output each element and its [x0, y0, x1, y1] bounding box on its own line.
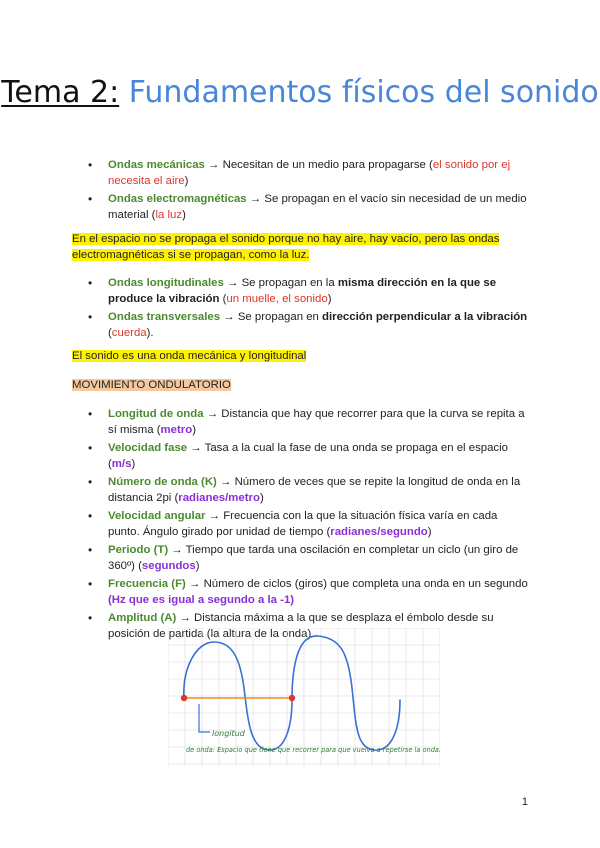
- arrow: →: [223, 277, 242, 289]
- closing: ): [259, 491, 264, 504]
- definition: Se propagan en el vacío sin necesidad de un medio material (: [108, 193, 527, 221]
- arrow: →: [220, 311, 238, 323]
- closing: ): [427, 525, 432, 538]
- term: Periodo (T): [108, 544, 169, 556]
- list-item: [72, 158, 532, 189]
- highlight-text: En el espacio no se propaga el sonido porque no hay aire, hay vacío, pero las ondas electromagnéticas si se propagan, como la luz.: [72, 233, 500, 261]
- unit: (Hz que es igual a segundo a la -1): [108, 593, 295, 606]
- definition: → Distancia máxima a la que se desplaza el émbolo desde su posición de partida (la altura de la onda): [108, 612, 494, 640]
- wave-direction-list: [72, 276, 532, 344]
- wavelength-drawing: [168, 628, 440, 766]
- example: cuerda: [111, 326, 147, 339]
- annotation-caption: [186, 746, 440, 754]
- definition: Necesitan de un medio para propagarse (: [222, 159, 433, 171]
- unit: metro: [160, 423, 193, 436]
- unit: segundos: [141, 559, 196, 572]
- arrow: →: [204, 159, 223, 171]
- wave-properties-list: [72, 407, 532, 645]
- open-paren: (: [108, 326, 112, 339]
- list-item: [72, 192, 532, 223]
- definition: → Número de veces que se repite la longitud de onda en la distancia 2pi (: [108, 476, 521, 504]
- term: Longitud de onda: [108, 408, 204, 420]
- closing: ): [184, 174, 189, 187]
- unit: radianes/segundo: [330, 525, 428, 538]
- definition: → Distancia que hay que recorrer para que la curva se repita a sí misma (: [108, 408, 525, 436]
- definition: Se propagan en: [237, 311, 323, 323]
- list-item: [72, 475, 532, 506]
- term: Amplitud (A): [108, 612, 177, 624]
- start-point: [181, 695, 187, 701]
- definition-bold: dirección perpendicular a la vibración: [322, 311, 528, 323]
- definition: → Tiempo que tarda una oscilación en completar un ciclo (un giro de 360º) (: [108, 544, 519, 572]
- term: Velocidad angular: [108, 510, 206, 522]
- list-item: [72, 543, 532, 574]
- definition: → Tasa a la cual la fase de una onda se propaga en el espacio (: [108, 442, 508, 470]
- example: un muelle, el sonido: [226, 292, 328, 305]
- annotation-arrow: [199, 704, 210, 732]
- annotation-label: longitud: [212, 729, 245, 738]
- closing: ): [131, 457, 136, 470]
- highlight-note: [72, 232, 532, 263]
- closing: ): [327, 292, 332, 305]
- wave-types-list: [72, 158, 532, 226]
- unit: radianes/metro: [178, 491, 260, 504]
- closing: ): [182, 208, 186, 221]
- arrow: →: [246, 193, 265, 205]
- wavelength-figure: [168, 628, 440, 766]
- section-heading: [72, 378, 532, 394]
- closing: ).: [146, 326, 154, 339]
- highlight-text: El sonido es una onda mecánica y longitudinal: [72, 350, 307, 362]
- example: el sonido por ej necesita el aire: [108, 159, 511, 187]
- term: Frecuencia (F): [108, 578, 186, 590]
- list-item: [72, 441, 532, 472]
- term: Ondas mecánicas: [108, 159, 205, 171]
- term: Ondas longitudinales: [108, 277, 224, 289]
- definition: → Número de ciclos (giros) que completa una onda en un segundo: [185, 578, 528, 590]
- unit: m/s: [111, 457, 132, 470]
- title-lead: Tema 2:: [1, 75, 120, 110]
- caption-text: : Espacio que tiene que recorrer para que vuelva a repetirse la onda.: [212, 746, 440, 754]
- definition-bold: misma dirección en la que se produce la vibración: [108, 277, 497, 305]
- definition: Se propagan en la: [241, 277, 338, 289]
- list-item: [72, 577, 532, 608]
- section-heading-text: MOVIMIENTO ONDULATORIO: [72, 379, 231, 391]
- term: Número de onda (K): [108, 476, 217, 488]
- list-item: [72, 310, 532, 341]
- closing: ): [192, 423, 196, 436]
- page-title: [0, 72, 600, 114]
- caption-prefix: de onda: [186, 746, 213, 754]
- list-item: [72, 276, 532, 307]
- list-item: [72, 407, 532, 438]
- title-rest: Fundamentos físicos del sonido: [128, 75, 599, 110]
- definition: → Frecuencia con la que la situación física varía en cada punto. Ángulo girado por unidad de tiempo (: [108, 510, 498, 538]
- end-point: [289, 695, 295, 701]
- closing: ): [195, 559, 200, 572]
- term: Velocidad fase: [108, 442, 188, 454]
- highlight-note-2: [72, 349, 532, 365]
- list-item: [72, 509, 532, 540]
- page-number: 1: [521, 796, 528, 808]
- example: la luz: [155, 208, 183, 221]
- term: Ondas transversales: [108, 311, 221, 323]
- open-paren: (: [219, 292, 227, 305]
- term: Ondas electromagnéticas: [108, 193, 247, 205]
